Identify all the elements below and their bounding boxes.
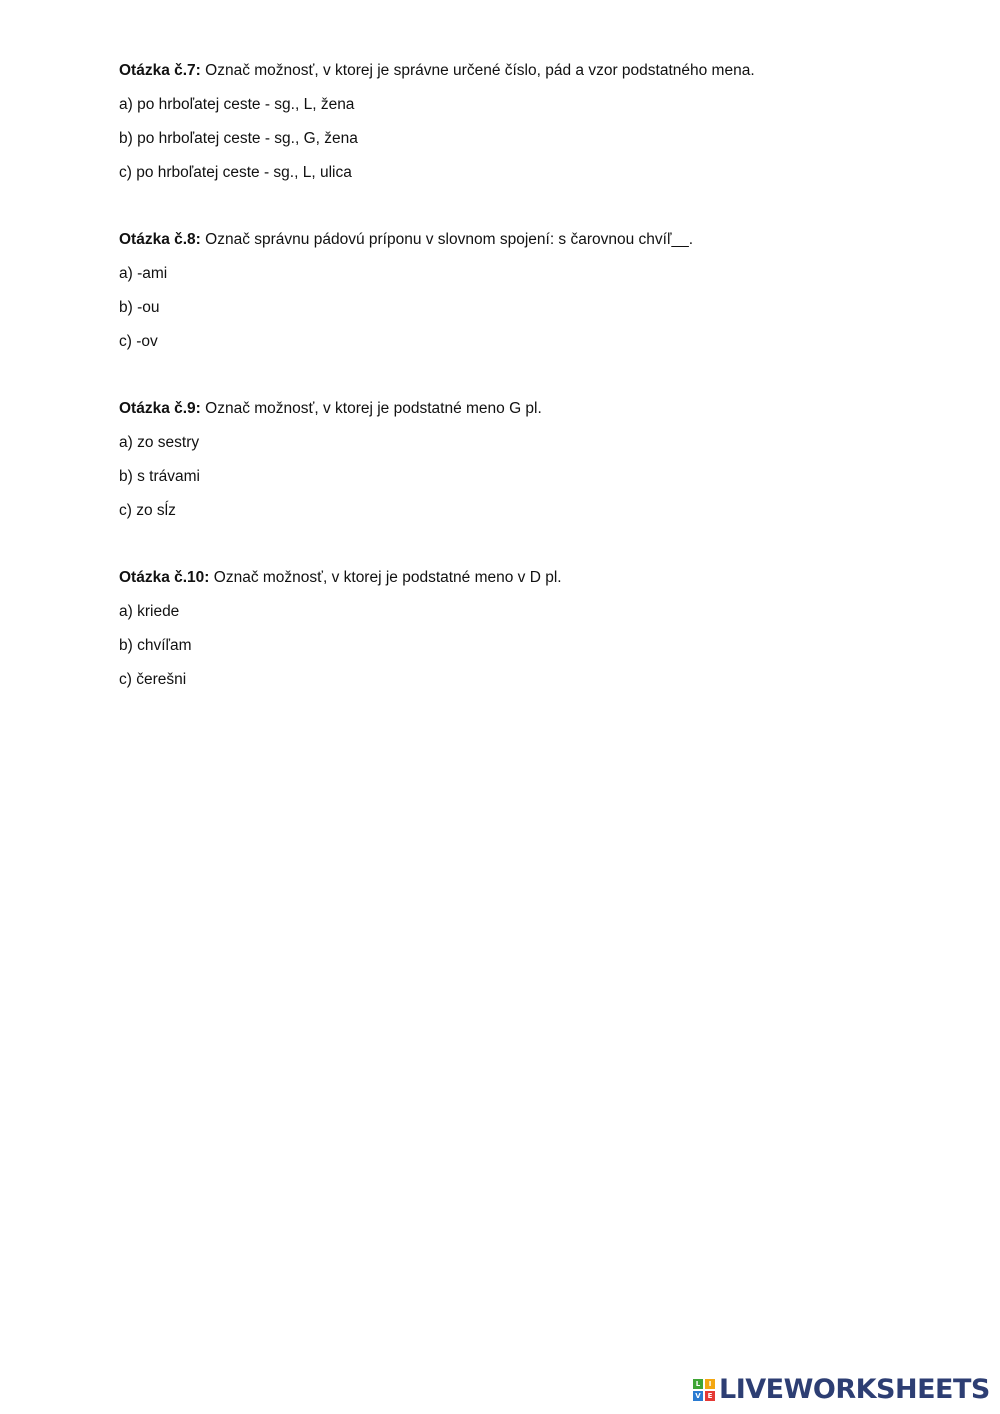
question-7-option-b[interactable]: b) po hrboľatej ceste - sg., G, žena [119,130,358,147]
question-7-prompt [119,61,755,81]
question-10-option-a[interactable]: a) kriede [119,603,180,620]
question-7-option-c[interactable]: c) po hrboľatej ceste - sg., L, ulica [119,164,352,181]
question-8-prompt [119,230,693,250]
question-10-text: Označ možnosť, v ktorej je podstatné meno v D pl. [209,569,562,586]
question-9-option-b[interactable]: b) s trávami [119,468,200,485]
question-9-text: Označ možnosť, v ktorej je podstatné meno G pl. [200,400,542,417]
liveworksheets-logo [693,1376,990,1404]
question-8-option-a[interactable]: a) -ami [119,265,168,282]
liveworksheets-logo-icon [693,1379,715,1401]
question-10-option-c[interactable]: c) čerešni [119,671,187,688]
question-10-prompt [119,568,562,588]
question-8-option-b[interactable]: b) -ou [119,299,160,316]
question-7-option-a[interactable]: a) po hrboľatej ceste - sg., L, žena [119,96,355,113]
question-8-label: Otázka č.8: [119,231,201,248]
question-7-label: Otázka č.7: [119,62,201,79]
question-8-text: Označ správnu pádovú príponu v slovnom spojení: s čarovnou chvíľ__. [200,231,694,248]
logo-mark-tile: L [693,1379,703,1389]
question-9-label: Otázka č.9: [119,400,201,417]
logo-mark-tile: V [693,1391,703,1401]
question-9-option-c[interactable]: c) zo sĺz [119,502,176,519]
question-10-option-b[interactable]: b) chvíľam [119,637,192,654]
question-9-option-a[interactable]: a) zo sestry [119,434,200,451]
logo-mark-tile: E [705,1391,715,1401]
question-7-text: Označ možnosť, v ktorej je správne určené číslo, pád a vzor podstatného mena. [200,62,755,79]
question-10-label: Otázka č.10: [119,569,210,586]
question-8-option-c[interactable]: c) -ov [119,333,158,350]
question-9-prompt [119,399,542,419]
logo-mark-tile: I [705,1379,715,1389]
liveworksheets-logo-text: LIVEWORKSHEETS [719,1374,990,1405]
